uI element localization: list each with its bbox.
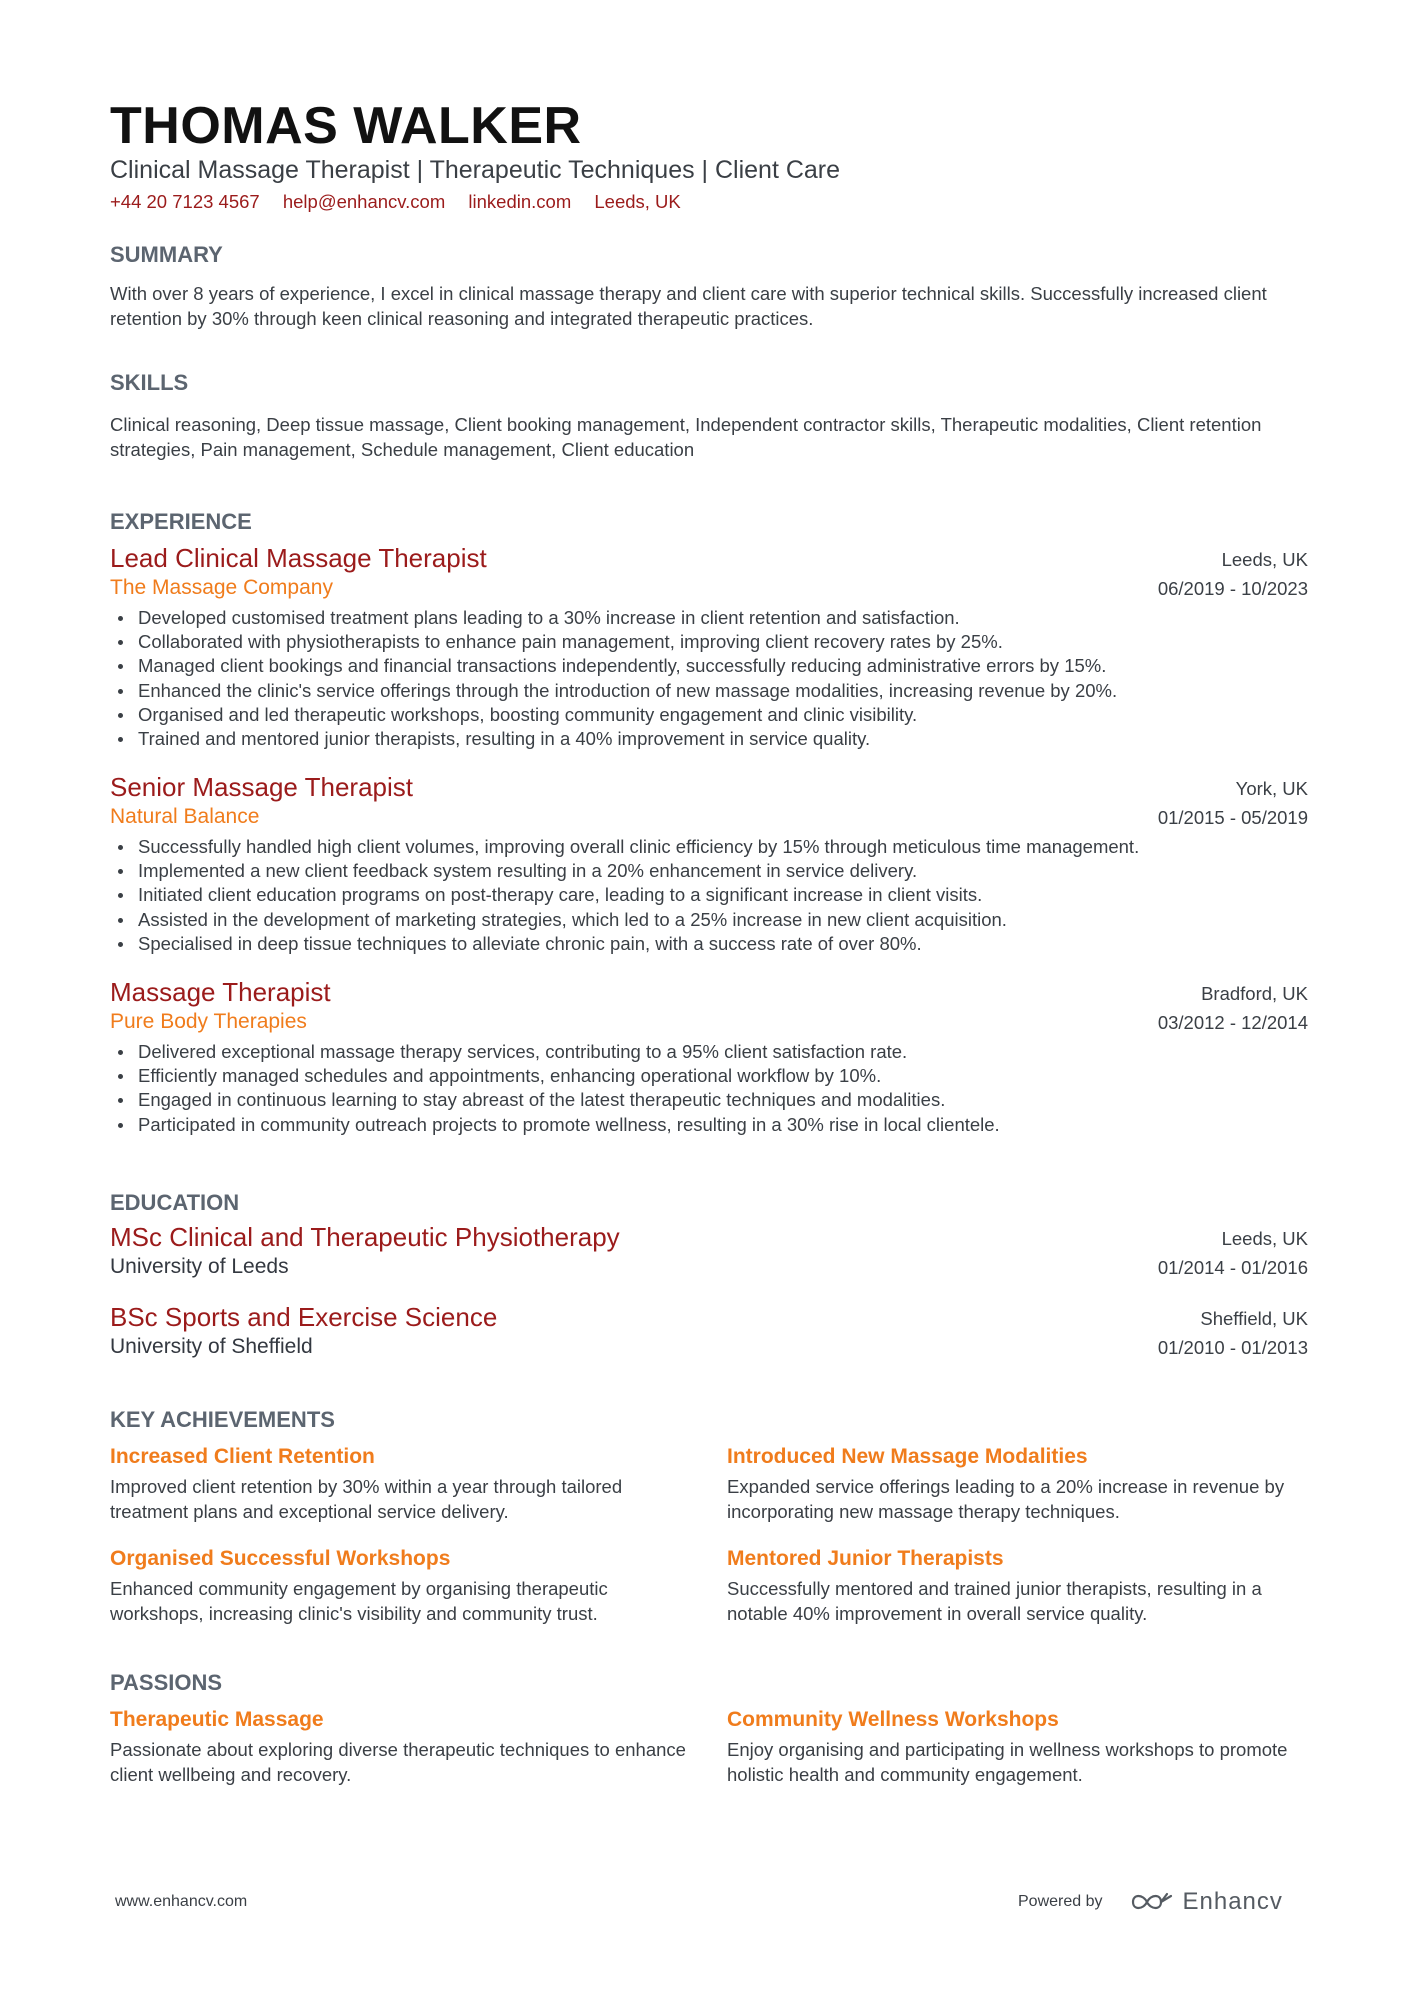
contact-location: Leeds, UK: [594, 191, 681, 212]
job-location: Bradford, UK: [1201, 983, 1308, 1004]
bullet-item: Collaborated with physiotherapists to enhance pain management, improving client recovery rates by 25%.: [110, 630, 1308, 654]
contact-phone[interactable]: +44 20 7123 4567: [110, 191, 260, 212]
passions-section-title: PASSIONS: [110, 1670, 223, 1695]
footer-branding: [1018, 1880, 1283, 1924]
company-name: The Massage Company: [110, 576, 333, 599]
passion-title: Therapeutic Massage: [110, 1708, 324, 1731]
achievement-card: [727, 1545, 1307, 1626]
achievement-title: Organised Successful Workshops: [110, 1547, 451, 1570]
school-name: University of Leeds: [110, 1255, 289, 1278]
contact-email[interactable]: help@enhancv.com: [282, 191, 446, 212]
bullet-item: Trained and mentored junior therapists, resulting in a 40% improvement in service quality.: [110, 727, 1308, 751]
degree-title: MSc Clinical and Therapeutic Physiotherapy: [110, 1222, 620, 1252]
bullet-item: Developed customised treatment plans leading to a 30% increase in client retention and satisfaction.: [110, 606, 1308, 630]
school-dates: 01/2014 - 01/2016: [1157, 1257, 1308, 1278]
bullet-item: Assisted in the development of marketing strategies, which led to a 25% increase in new client acquisition.: [110, 908, 1308, 932]
summary-text: With over 8 years of experience, I excel in clinical massage therapy and client care with superior technical skills. Successfully increased client retention by 30% through keen clinical reasoning and integrated therapeutic practices.: [110, 283, 1267, 329]
school-location: Leeds, UK: [1221, 1228, 1308, 1249]
bullet-item: Enhanced the clinic's service offerings through the introduction of new massage modalities, increasing revenue by 20%.: [110, 679, 1308, 703]
passion-card: [727, 1706, 1307, 1787]
job-dates: 06/2019 - 10/2023: [1157, 578, 1308, 599]
enhancv-logo-icon: [1129, 1890, 1175, 1914]
achievement-title: Increased Client Retention: [110, 1445, 375, 1468]
contact-linkedin[interactable]: linkedin.com: [468, 191, 572, 212]
job-bullets: [110, 1040, 1308, 1137]
experience-entry: [110, 976, 1308, 1137]
experience-entry: [110, 771, 1308, 956]
achievement-text: Successfully mentored and trained junior therapists, resulting in a notable 40% improvement in overall service quality.: [727, 1578, 1262, 1624]
bullet-item: Organised and led therapeutic workshops, boosting community engagement and clinic visibility.: [110, 703, 1308, 727]
footer-website[interactable]: www.enhancv.com: [115, 1893, 248, 1910]
experience-section-title: EXPERIENCE: [110, 509, 252, 534]
achievement-text: Improved client retention by 30% within a year through tailored treatment plans and exceptional service delivery.: [110, 1476, 623, 1522]
job-dates: 03/2012 - 12/2014: [1157, 1012, 1308, 1033]
achievements-section-title: KEY ACHIEVEMENTS: [110, 1407, 335, 1432]
job-title: Massage Therapist: [110, 977, 331, 1007]
achievement-card: [110, 1443, 690, 1524]
candidate-headline: Clinical Massage Therapist | Therapeutic Techniques | Client Care: [110, 156, 841, 184]
bullet-item: Participated in community outreach projects to promote wellness, resulting in a 30% rise in local clientele.: [110, 1113, 1308, 1137]
job-location: York, UK: [1235, 778, 1308, 799]
bullet-item: Specialised in deep tissue techniques to alleviate chronic pain, with a success rate of over 80%.: [110, 932, 1308, 956]
skills-section-title: SKILLS: [110, 370, 189, 395]
job-dates: 01/2015 - 05/2019: [1157, 807, 1308, 828]
bullet-item: Engaged in continuous learning to stay abreast of the latest therapeutic techniques and modalities.: [110, 1088, 1308, 1112]
bullet-item: Managed client bookings and financial transactions independently, successfully reducing administrative errors by 15%.: [110, 654, 1308, 678]
job-title: Senior Massage Therapist: [110, 772, 414, 802]
bullet-item: Delivered exceptional massage therapy services, contributing to a 95% client satisfaction rate.: [110, 1040, 1308, 1064]
skills-text: Clinical reasoning, Deep tissue massage, Client booking management, Independent contractor skills, Therapeutic modalities, Client retention strategies, Pain management, Schedule management, Client education: [110, 414, 1262, 460]
bullet-item: Efficiently managed schedules and appointments, enhancing operational workflow by 10%.: [110, 1064, 1308, 1088]
candidate-name: THOMAS WALKER: [110, 97, 582, 155]
company-name: Natural Balance: [110, 805, 260, 828]
powered-by-label: Powered by: [1018, 1893, 1103, 1910]
contact-line: [110, 190, 699, 214]
achievement-title: Introduced New Massage Modalities: [727, 1445, 1088, 1468]
education-section-title: EDUCATION: [110, 1190, 240, 1215]
bullet-item: Successfully handled high client volumes, improving overall clinic efficiency by 15% through meticulous time management.: [110, 835, 1308, 859]
company-name: Pure Body Therapies: [110, 1010, 307, 1033]
achievement-card: [110, 1545, 690, 1626]
enhancv-brand-name: Enhancv: [1182, 1888, 1283, 1915]
job-bullets: [110, 835, 1308, 956]
school-dates: 01/2010 - 01/2013: [1157, 1337, 1308, 1358]
education-entry: [110, 1301, 1308, 1361]
passion-text: Passionate about exploring diverse therapeutic techniques to enhance client wellbeing and recovery.: [110, 1739, 686, 1785]
passion-text: Enjoy organising and participating in wellness workshops to promote holistic health and community engagement.: [727, 1739, 1288, 1785]
achievement-title: Mentored Junior Therapists: [727, 1547, 1004, 1570]
bullet-item: Implemented a new client feedback system resulting in a 20% enhancement in service delivery.: [110, 859, 1308, 883]
achievement-text: Enhanced community engagement by organising therapeutic workshops, increasing clinic's visibility and community trust.: [110, 1578, 608, 1624]
education-entry: [110, 1221, 1308, 1281]
school-name: University of Sheffield: [110, 1335, 313, 1358]
passion-card: [110, 1706, 690, 1787]
passion-title: Community Wellness Workshops: [727, 1708, 1059, 1731]
school-location: Sheffield, UK: [1200, 1308, 1308, 1329]
job-title: Lead Clinical Massage Therapist: [110, 543, 487, 573]
job-bullets: [110, 606, 1308, 751]
summary-section-title: SUMMARY: [110, 242, 223, 267]
bullet-item: Initiated client education programs on post-therapy care, leading to a significant increase in client visits.: [110, 883, 1308, 907]
degree-title: BSc Sports and Exercise Science: [110, 1302, 498, 1332]
job-location: Leeds, UK: [1221, 549, 1308, 570]
experience-entry: [110, 542, 1308, 751]
achievement-text: Expanded service offerings leading to a 20% increase in revenue by incorporating new massage therapy techniques.: [727, 1476, 1285, 1522]
achievement-card: [727, 1443, 1307, 1524]
